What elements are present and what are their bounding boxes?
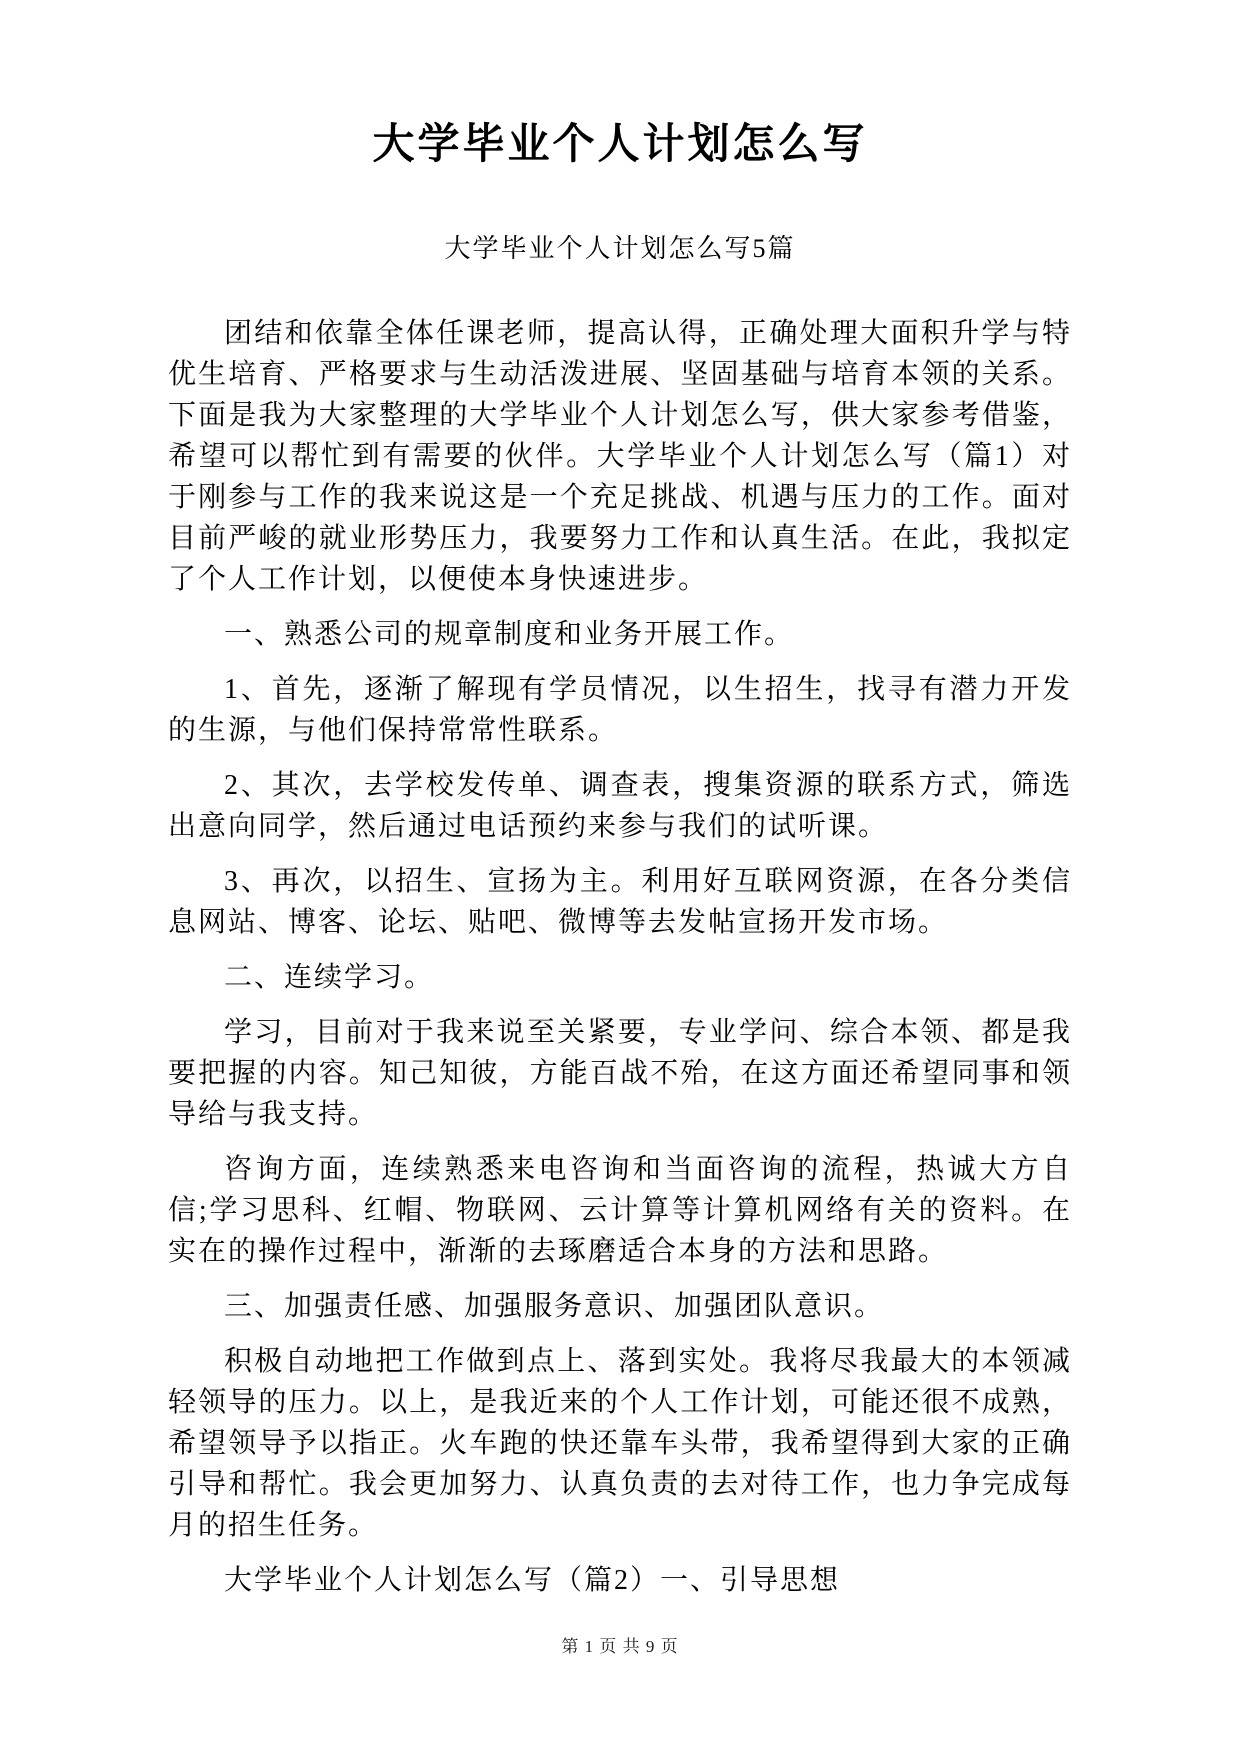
page-footer xyxy=(0,1632,1240,1657)
paragraph: 3、再次，以招生、宣扬为主。利用好互联网资源，在各分类信息网站、博客、论坛、贴吧、微博等去发帖宣扬开发市场。 xyxy=(168,866,1072,939)
document-title: 大学毕业个人计划怎么写 xyxy=(372,122,868,168)
paragraph: 三、加强责任感、加强服务意识、加强团队意识。 xyxy=(224,1291,885,1323)
paragraph: 二、连续学习。 xyxy=(224,962,435,994)
paragraph: 团结和依靠全体任课老师，提高认得，正确处理大面积升学与特优生培育、严格要求与生动活泼进展、坚固基础与培育本领的关系。下面是我为大家整理的大学毕业个人计划怎么写，供大家参考借鉴，希望可以帮忙到有需要的伙伴。大学毕业个人计划怎么写（篇1）对于刚参与工作的我来说这是一个充足挑战、机遇与压力的工作。面对目前严峻的就业形势压力，我要努力工作和认真生活。在此，我拟定了个人工作计划，以便使本身快速进步。 xyxy=(168,318,1072,596)
paragraph: 积极自动地把工作做到点上、落到实处。我将尽我最大的本领减轻领导的压力。以上，是我近来的个人工作计划，可能还很不成熟，希望领导予以指正。火车跑的快还靠车头带，我希望得到大家的正确引导和帮忙。我会更加努力、认真负责的去对待工作，也力争完成每月的招生任务。 xyxy=(168,1346,1072,1542)
paragraph: 1、首先，逐渐了解现有学员情况，以生招生，找寻有潜力开发的生源，与他们保持常常性联系。 xyxy=(168,674,1072,747)
document-subtitle: 大学毕业个人计划怎么写5篇 xyxy=(444,234,796,264)
paragraph: 一、熟悉公司的规章制度和业务开展工作。 xyxy=(224,619,795,651)
page-number-label: 第 1 页 共 9 页 xyxy=(561,1637,679,1656)
document-body xyxy=(0,313,1240,1601)
paragraph: 咨询方面，连续熟悉来电咨询和当面咨询的流程，热诚大方自信;学习思科、红帽、物联网、云计算等计算机网络有关的资料。在实在的操作过程中，渐渐的去琢磨适合本身的方法和思路。 xyxy=(168,1154,1072,1268)
paragraph: 2、其次，去学校发传单、调查表，搜集资源的联系方式，筛选出意向同学，然后通过电话预约来参与我们的试听课。 xyxy=(168,770,1072,843)
paragraph: 大学毕业个人计划怎么写（篇2）一、引导思想 xyxy=(224,1565,841,1597)
paragraph: 学习，目前对于我来说至关紧要，专业学问、综合本领、都是我要把握的内容。知己知彼，方能百战不殆，在这方面还希望同事和领导给与我支持。 xyxy=(168,1017,1072,1131)
